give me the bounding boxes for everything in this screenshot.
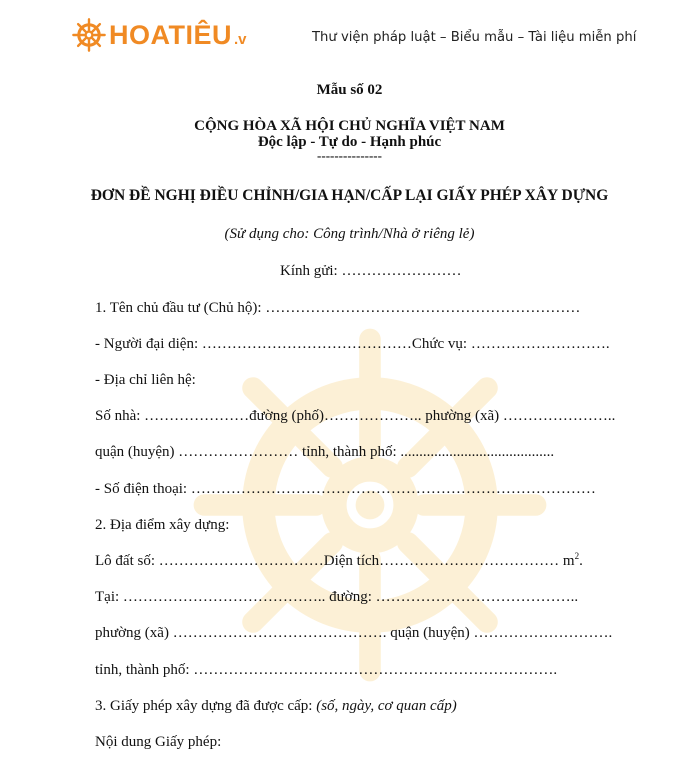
district-field: quận (huyện) …………………… tỉnh, thành phố: ......................................... [95,444,555,460]
logo-text: HOATIÊU [109,19,232,50]
recipient-line: Kính gửi: …………………… [280,263,462,279]
lot-end: . [579,553,583,569]
owner-field: 1. Tên chủ đầu tư (Chủ hộ): ……………………………………………………… [95,300,581,316]
site-tagline: Thư viện pháp luật – Biểu mẫu – Tài liệu miễn phí [312,30,637,45]
province-field: tỉnh, thành phố: ………………………………………………………………. [95,662,558,678]
representative-field: - Người đại diện: ……………………………………Chức vụ: ………………………. [95,336,610,352]
permit-content-label: Nội dung Giấy phép: [95,734,222,750]
lot-superscript: 2 [574,551,580,561]
site-logo[interactable] [72,18,247,52]
ward-field: phường (xã) ……………………………………. quận (huyện) ………………………. [95,625,613,641]
location-field: Tại: ………………………………….. đường: ………………………………….. [95,589,579,605]
address-label: - Địa chỉ liên hệ: [95,372,196,388]
site-label: 2. Địa điểm xây dựng: [95,517,230,533]
logo-suffix: .v [234,30,247,48]
lot-text: Lô đất số: ……………………………Diện tích……………………………… m [95,553,575,569]
motto-divider: --------------- [317,148,382,163]
site-header [0,0,699,70]
form-title: ĐƠN ĐỀ NGHỊ ĐIỀU CHỈNH/GIA HẠN/CẤP LẠI GIẤY PHÉP XÂY DỰNG [90,187,609,204]
national-motto: Độc lập - Tự do - Hạnh phúc [257,134,442,150]
permit-hint: (số, ngày, cơ quan cấp) [316,698,457,714]
lot-field [95,552,583,570]
house-number-field: Số nhà: …………………đường (phố)……………….. phường (xã) ………………….. [95,408,616,424]
form-subtitle: (Sử dụng cho: Công trình/Nhà ở riêng lẻ) [224,226,475,242]
permit-label: 3. Giấy phép xây dựng đã được cấp: [95,698,317,714]
national-title: CỘNG HÒA XÃ HỘI CHỦ NGHĨA VIỆT NAM [194,118,505,134]
permit-field [95,697,457,715]
phone-field: - Số điện thoại: ……………………………………………………………………… [95,481,596,497]
ship-wheel-icon [72,18,106,52]
form-number: Mẫu số 02 [316,82,383,98]
